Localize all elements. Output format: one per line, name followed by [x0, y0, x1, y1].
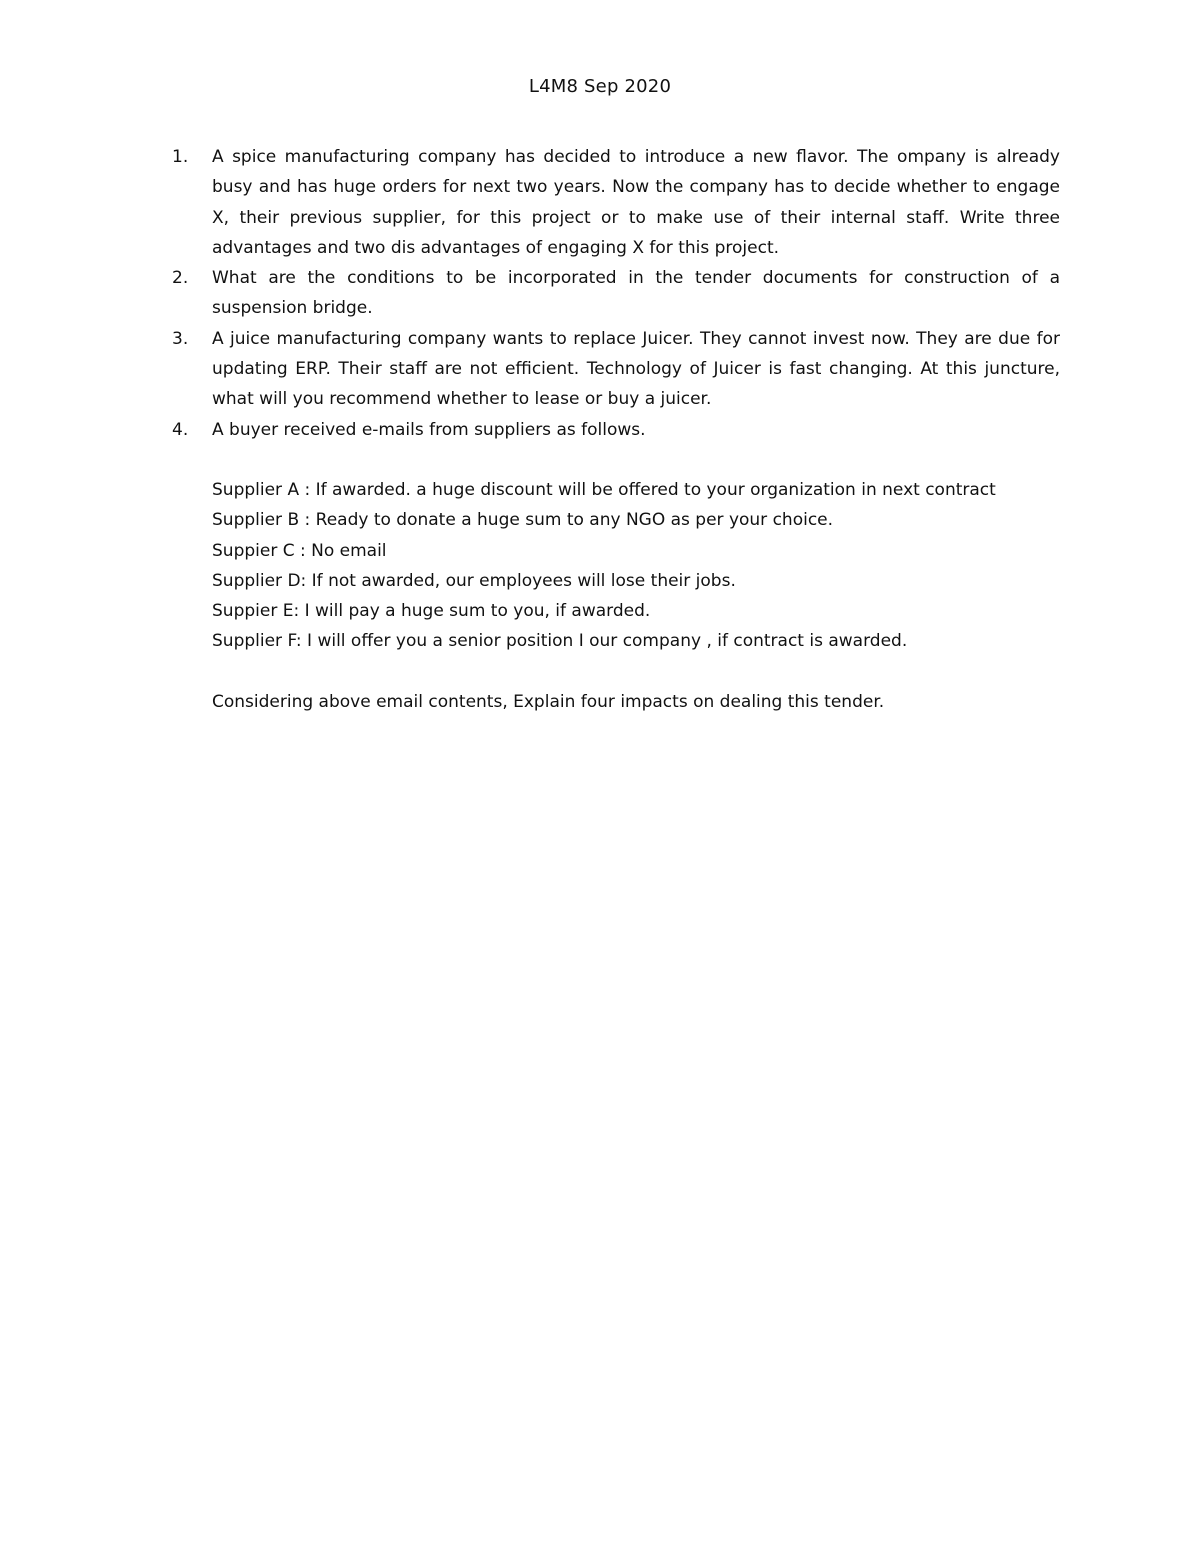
question-item-3: [172, 324, 1060, 415]
question-number: 4.: [172, 419, 189, 440]
supplier-email-line: Supplier B : Ready to donate a huge sum to any NGO as per your choice.: [212, 510, 834, 531]
question-item-2: [172, 263, 1060, 324]
question-number: 3.: [172, 328, 189, 349]
question-text: What are the conditions to be incorporated in the tender documents for construction of a suspension bridge.: [212, 268, 1060, 319]
question-text: A buyer received e-mails from suppliers as follows.: [212, 419, 646, 440]
supplier-email-line: Supplier F: I will offer you a senior position I our company , if contract is awarded.: [212, 631, 908, 652]
supplier-email-list: [212, 475, 1060, 657]
supplier-email-line: Supplier A : If awarded. a huge discount will be offered to your organization in next contract: [212, 479, 996, 500]
question-number: 1.: [172, 147, 189, 167]
supplier-email-line: Supplier D: If not awarded, our employees will lose their jobs.: [212, 570, 736, 591]
question-text: A spice manufacturing company has decided to introduce a new flavor. The ompany is already busy and has huge orders for next two years. Now the company has to decide whether to engage X, their previous supplier, for this project or to make use of their internal staff. Write three advantages and two dis advantages of engaging X for this project.: [212, 147, 1060, 258]
question-closing-text: Considering above email contents, Explain four impacts on dealing this tender.: [212, 691, 885, 712]
supplier-email-line: Suppier C : No email: [212, 540, 387, 561]
question-text: A juice manufacturing company wants to replace Juicer. They cannot invest now. They are due for updating ERP. Their staff are not efficient. Technology of Juicer is fast changing. At this juncture, what will you recommend whether to lease or buy a juicer.: [212, 328, 1060, 410]
question-item-1: [172, 142, 1060, 263]
supplier-email-line: Suppier E: I will pay a huge sum to you, if awarded.: [212, 601, 651, 622]
document-title: L4M8 Sep 2020: [528, 76, 672, 97]
question-item-4: [172, 415, 1060, 717]
question-number: 2.: [172, 268, 189, 289]
question-list: [172, 142, 1060, 717]
